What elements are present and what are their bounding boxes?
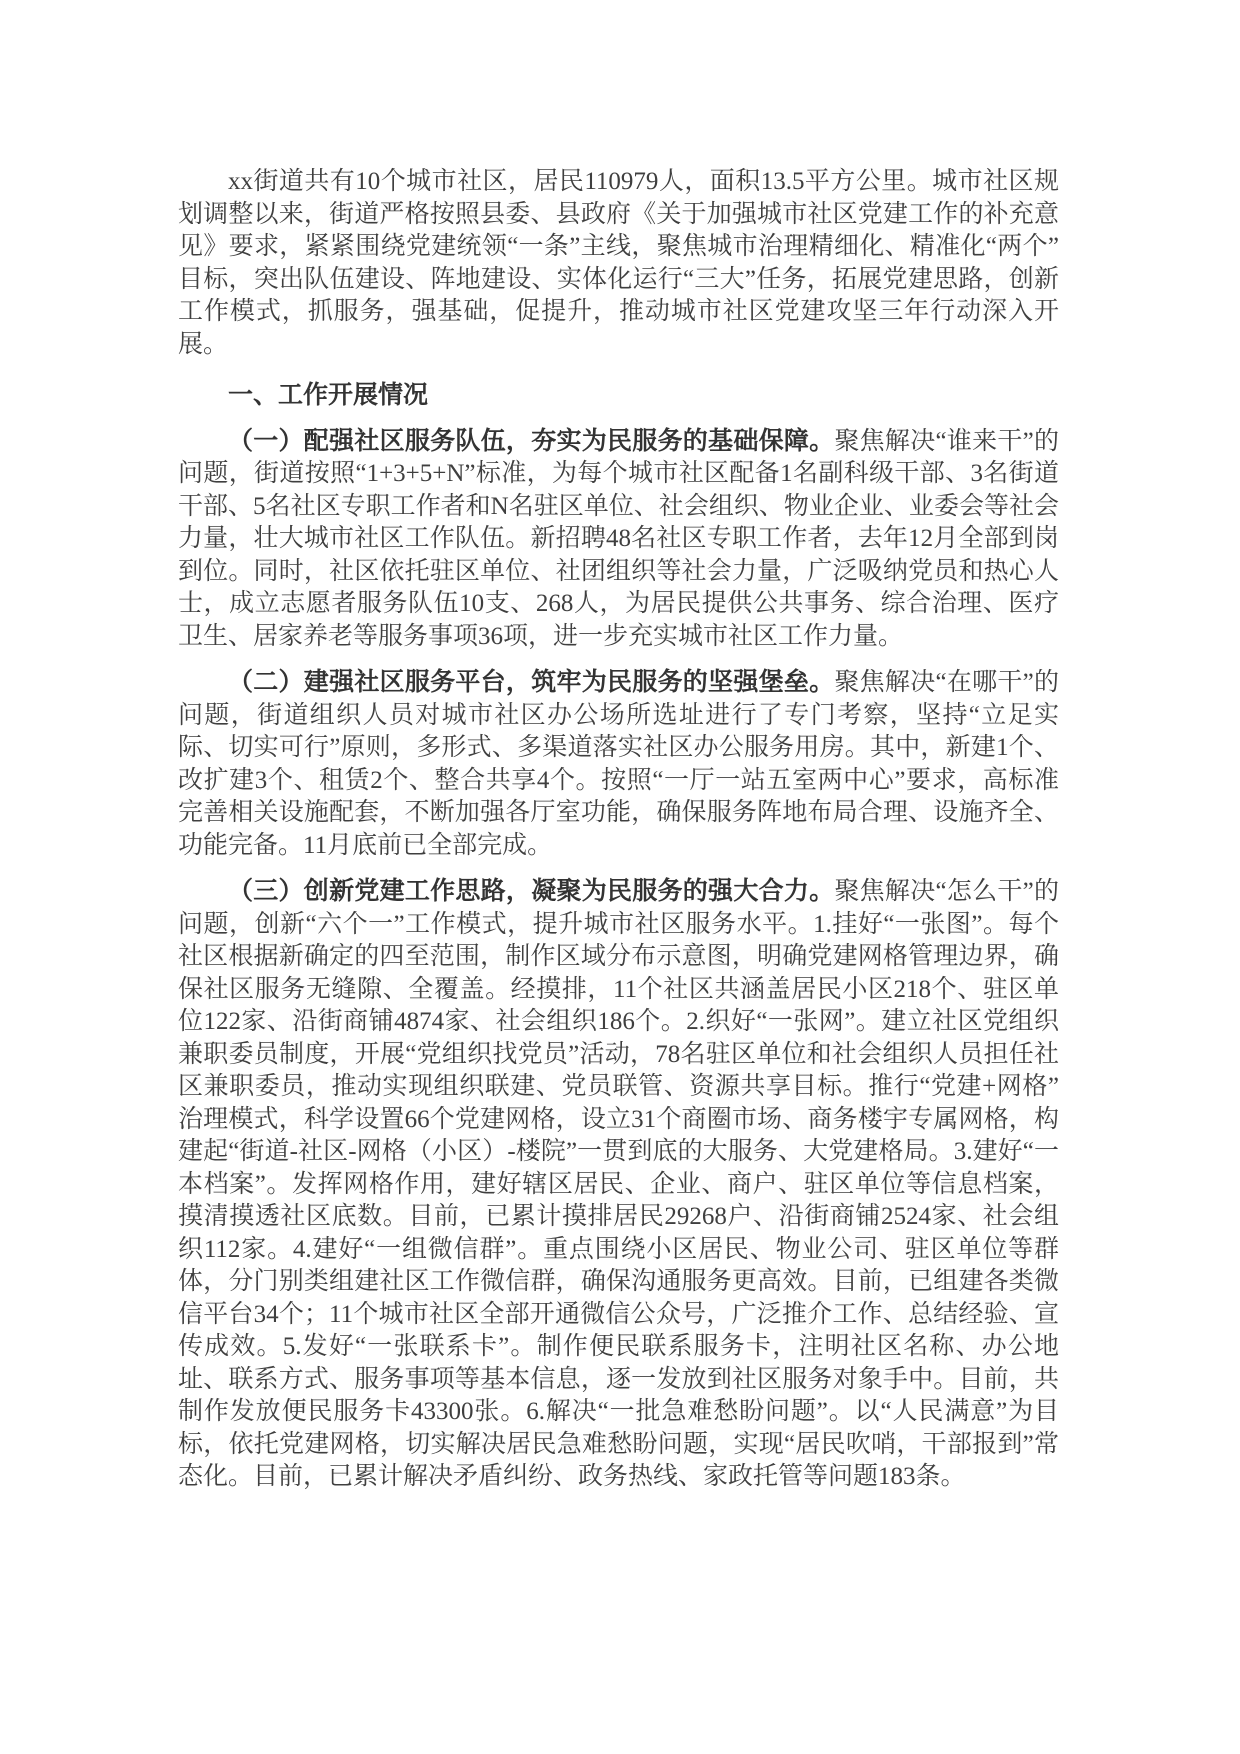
- item-2-body: 聚焦解决“在哪干”的问题，街道组织人员对城市社区办公场所选址进行了专门考察，坚持“立足实际、切实可行”原则，多形式、多渠道落实社区办公服务用房。其中，新建1个、改扩建3个、租赁2个、整合共享4个。按照“一厅一站五室两中心”要求，高标准完善相关设施配套，不断加强各厅室功能，确保服务阵地布局合理、设施齐全、功能完备。11月底前已全部完成。: [178, 669, 1059, 859]
- section-heading: 一、工作开展情况: [228, 381, 429, 409]
- intro-paragraph: xx街道共有10个城市社区，居民110979人，面积13.5平方公里。城市社区规划调整以来，街道严格按照县委、县政府《关于加强城市社区党建工作的补充意见》要求，紧紧围绕党建统领“一条”主线，聚焦城市治理精细化、精准化“两个”目标，突出队伍建设、阵地建设、实体化运行“三大”任务，拓展党建思路，创新工作模式，抓服务，强基础，促提升，推动城市社区党建攻坚三年行动深入开展。: [178, 168, 1059, 358]
- item-paragraph-3: [178, 875, 1059, 1494]
- item-paragraph-1: [178, 425, 1059, 654]
- item-1-lead: （一）配强社区服务队伍，夯实为民服务的基础保障。: [228, 426, 835, 455]
- item-3-body: 聚焦解决“怎么干”的问题，创新“六个一”工作模式，提升城市社区服务水平。1.挂好“一张图”。每个社区根据新确定的四至范围，制作区域分布示意图，明确党建网格管理边界，确保社区服务无缝隙、全覆盖。经摸排，11个社区共涵盖居民小区218个、驻区单位122家、沿街商铺4874家、社会组织186个。2.织好“一张网”。建立社区党组织兼职委员制度，开展“党组织找党员”活动，78名驻区单位和社会组织人员担任社区兼职委员，推动实现组织联建、党员联管、资源共享目标。推行“党建+网格”治理模式，科学设置66个党建网格，设立31个商圈市场、商务楼宇专属网格，构建起“街道-社区-网格（小区）-楼院”一贯到底的大服务、大党建格局。3.建好“一本档案”。发挥网格作用，建好辖区居民、企业、商户、驻区单位等信息档案，摸清摸透社区底数。目前，已累计摸排居民29268户、沿街商铺2524家、社会组织112家。4.建好“一组微信群”。重点围绕小区居民、物业公司、驻区单位等群体，分门别类组建社区工作微信群，确保沟通服务更高效。目前，已组建各类微信平台34个；11个城市社区全部开通微信公众号，广泛推介工作、总结经验、宣传成效。5.发好“一张联系卡”。制作便民联系服务卡，注明社区名称、办公地址、联系方式、服务事项等基本信息，逐一发放到社区服务对象手中。目前，共制作发放便民服务卡43300张。6.解决“一批急难愁盼问题”。以“人民满意”为目标，依托党建网格，切实解决居民急难愁盼问题，实现“居民吹哨，干部报到”常态化。目前，已累计解决矛盾纠纷、政务热线、家政托管等问题183条。: [178, 878, 1059, 1490]
- item-1-body: 聚焦解决“谁来干”的问题，街道按照“1+3+5+N”标准，为每个城市社区配备1名副科级干部、3名街道干部、5名社区专职工作者和N名驻区单位、社会组织、物业企业、业委会等社会力量，壮大城市社区工作队伍。新招聘48名社区专职工作者，去年12月全部到岗到位。同时，社区依托驻区单位、社团组织等社会力量，广泛吸纳党员和热心人士，成立志愿者服务队伍10支、268人，为居民提供公共事务、综合治理、医疗卫生、居家养老等服务事项36项，进一步充实城市社区工作力量。: [178, 427, 1059, 650]
- item-paragraph-2: [178, 666, 1059, 862]
- item-2-lead: （二）建强社区服务平台，筑牢为民服务的坚强堡垒。: [228, 668, 835, 696]
- document-content: [178, 166, 1059, 1494]
- item-3-lead: （三）创新党建工作思路，凝聚为民服务的强大合力。: [228, 877, 835, 905]
